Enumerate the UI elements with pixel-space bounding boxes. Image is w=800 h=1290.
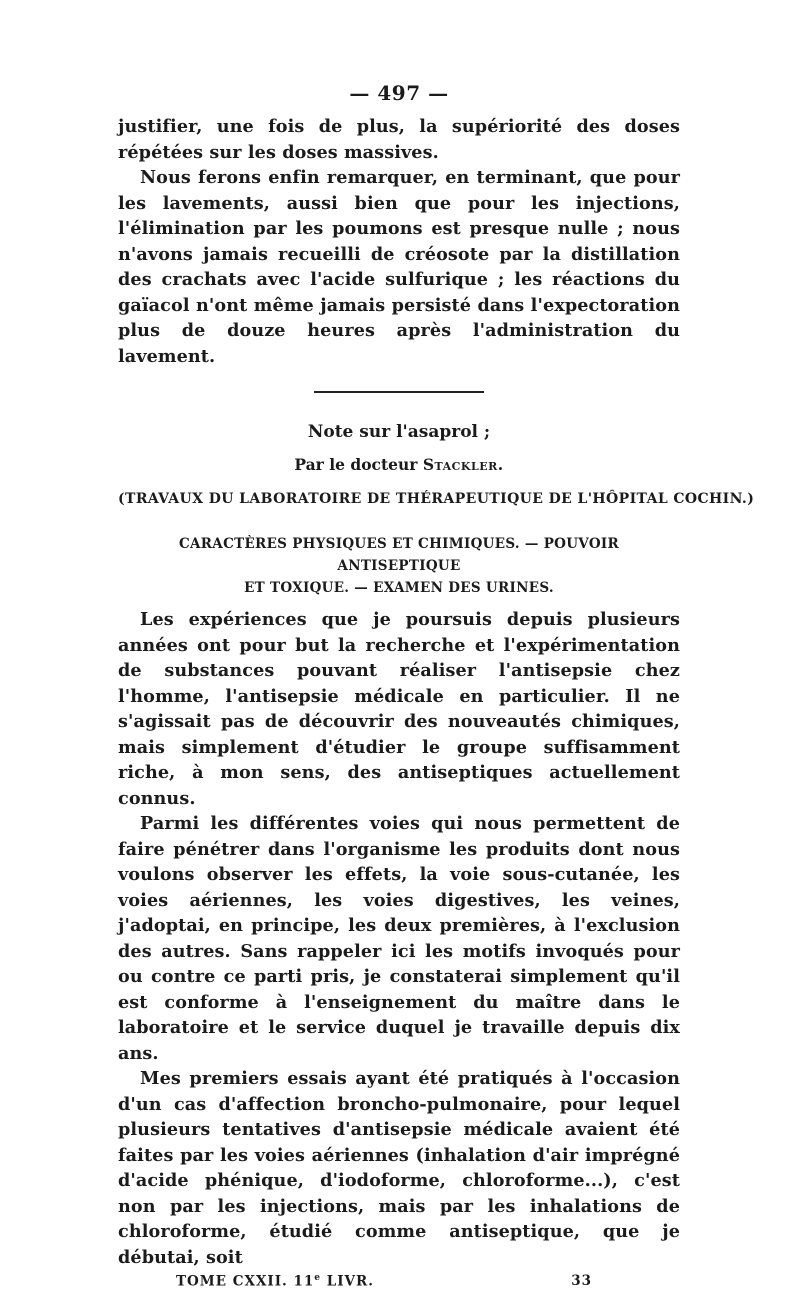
footer-issue-label: LIVR. bbox=[326, 1273, 374, 1290]
footer-volume: TOME CXXII. bbox=[176, 1273, 288, 1290]
footer-issue-sup: e bbox=[314, 1273, 321, 1283]
page-footer bbox=[118, 1273, 680, 1290]
laboratory-credit: (TRAVAUX DU LABORATOIRE DE THÉRAPEUTIQUE DE L'HÔPITAL COCHIN.) bbox=[118, 491, 755, 507]
footer-issue-number: 11 bbox=[293, 1273, 315, 1290]
document-page bbox=[118, 80, 755, 1290]
footer-volume-issue bbox=[176, 1273, 374, 1290]
author-name: Stackler. bbox=[422, 455, 504, 474]
paragraph-continuation: justifier, une fois de plus, la supériorité des doses répétées sur les doses massives. bbox=[118, 116, 680, 163]
paragraph-elimination: Nous ferons enfin remarquer, en terminant, que pour les lavements, aussi bien que pour les injections, l'élimination par les poumons est presque nulle ; nous n'avons jamais recueilli de créosote par la distillation des crachats avec l'acide sulfurique ; les réactions du gaïacol n'ont même jamais persisté dans l'expectoration plus de douze heures après l'administration du lavement. bbox=[118, 167, 680, 367]
paragraph-voies: Parmi les différentes voies qui nous permettent de faire pénétrer dans l'organisme les produits dont nous voulons observer les effets, la voie sous-cutanée, les voies aériennes, les voies digestives, les veines, j'adoptai, en principe, les deux premières, à l'exclusion des autres. Sans rappeler ici les motifs invoqués pour ou contre ce parti pris, je constaterai simplement qu'il est conforme à l'enseignement du maître dans le laboratoire et le service duquel je travaille depuis dix ans. bbox=[118, 813, 680, 1064]
author-prefix: Par le docteur bbox=[294, 455, 418, 474]
paragraph-premiers-essais: Mes premiers essais ayant été pratiqués à l'occasion d'un cas d'affection broncho-pulmonaire, pour lequel plusieurs tentatives d'antisepsie médicale avaient été faites par les voies aériennes (inhalation d'air imprégné d'acide phénique, d'iodoforme, chloroforme...), c'est non par les injections, mais par les inhalations de chloroforme, étudié comme antiseptique, que je débutai, soit bbox=[118, 1068, 680, 1268]
article-title: Note sur l'asaprol ; bbox=[307, 422, 491, 442]
article-subheading bbox=[118, 533, 680, 599]
subheading-line-2: ET TOXIQUE. — EXAMEN DES URINES. bbox=[244, 580, 554, 596]
page-number: — 497 — bbox=[349, 81, 449, 105]
subheading-line-1: CARACTÈRES PHYSIQUES ET CHIMIQUES. — POUVOIR ANTISEPTIQUE bbox=[178, 536, 620, 574]
paragraph-experiences: Les expériences que je poursuis depuis plusieurs années ont pour but la recherche et l'expérimentation de substances pouvant réaliser l'antisepsie chez l'homme, l'antisepsie médicale en particulier. Il ne s'agissait pas de découvrir des nouveautés chimiques, mais simplement d'étudier le groupe suffisamment riche, à mon sens, des antiseptiques actuellement connus. bbox=[118, 609, 680, 809]
article-author bbox=[118, 453, 680, 477]
footer-signature: 33 bbox=[571, 1273, 592, 1289]
section-divider bbox=[314, 391, 484, 393]
